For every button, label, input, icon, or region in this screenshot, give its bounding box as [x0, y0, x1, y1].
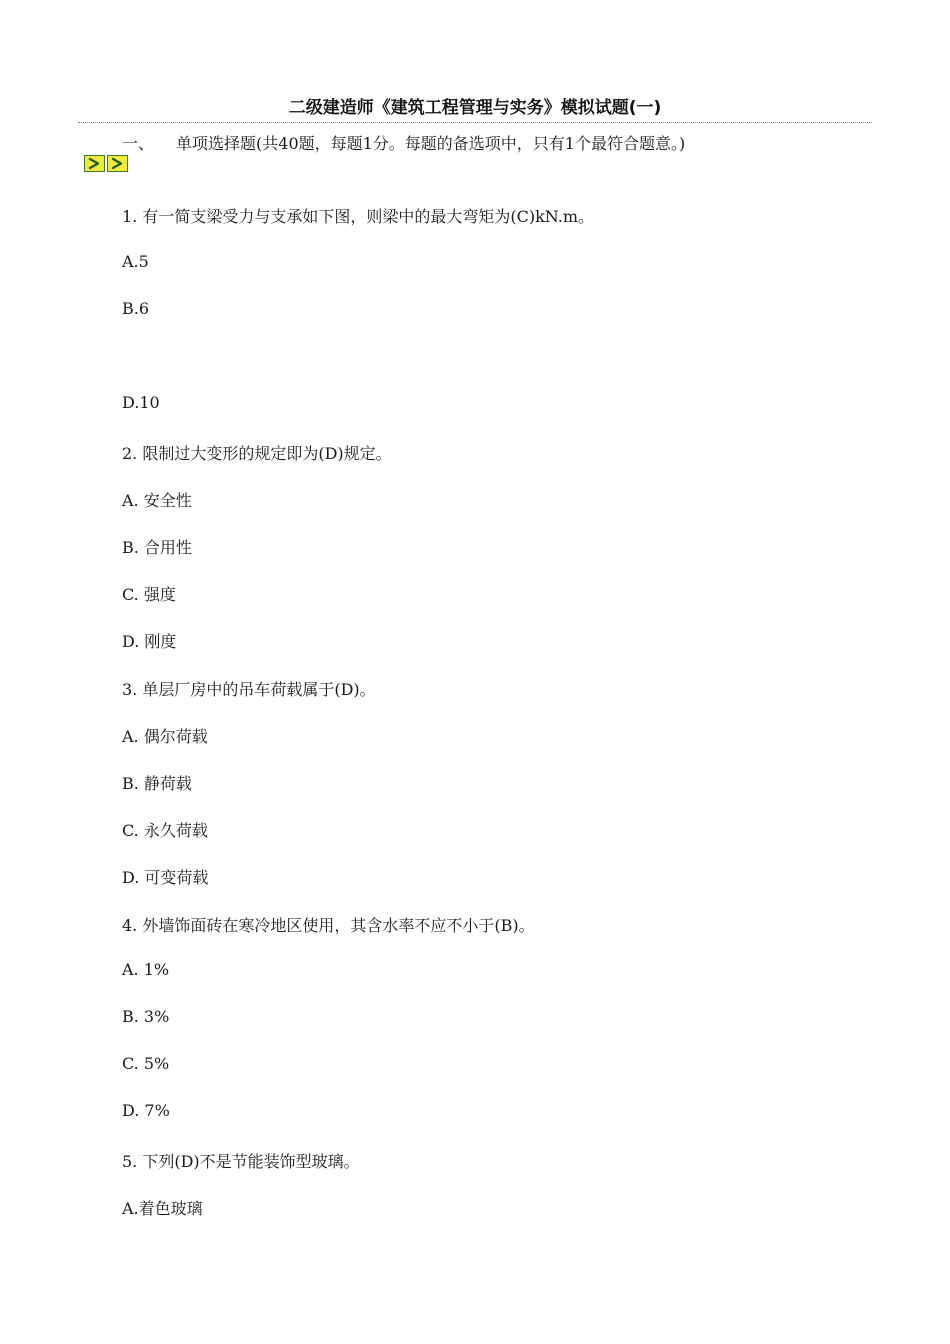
title-divider	[78, 122, 872, 123]
question-2: 2. 限制过大变形的规定即为(D)规定。	[122, 444, 392, 463]
option-5a: A.着色玻璃	[122, 1199, 203, 1218]
section-heading	[122, 131, 685, 154]
option-1a: A.5	[122, 252, 149, 271]
option-2c: C. 强度	[122, 585, 176, 604]
option-4a: A. 1%	[122, 960, 170, 979]
nav-icons	[84, 155, 128, 172]
option-1b: B.6	[122, 299, 150, 318]
question-3: 3. 单层厂房中的吊车荷载属于(D)。	[122, 680, 376, 699]
option-4c: C. 5%	[122, 1054, 170, 1073]
question-4: 4. 外墙饰面砖在寒冷地区使用，其含水率不应不小于(B)。	[122, 916, 535, 935]
arrow-icon[interactable]	[84, 155, 105, 172]
option-2b: B. 合用性	[122, 538, 192, 557]
option-2d: D. 刚度	[122, 632, 177, 651]
option-3c: C. 永久荷载	[122, 821, 208, 840]
question-1: 1. 有一简支梁受力与支承如下图，则梁中的最大弯矩为(C)kN.m。	[122, 207, 595, 226]
arrow-icon[interactable]	[107, 155, 128, 172]
option-1d: D.10	[122, 393, 160, 412]
document-title: 二级建造师《建筑工程管理与实务》模拟试题(一)	[288, 98, 662, 118]
section-heading-text: 单项选择题(共40题，每题1分。每题的备选项中，只有1个最符合题意。)	[176, 134, 686, 153]
question-5: 5. 下列(D)不是节能装饰型玻璃。	[122, 1152, 360, 1171]
option-4b: B. 3%	[122, 1007, 170, 1026]
option-4d: D. 7%	[122, 1101, 170, 1120]
option-3b: B. 静荷载	[122, 774, 192, 793]
option-2a: A. 安全性	[122, 491, 192, 510]
option-3d: D. 可变荷载	[122, 868, 209, 887]
option-3a: A. 偶尔荷载	[122, 727, 208, 746]
section-number: 一、	[122, 134, 155, 153]
